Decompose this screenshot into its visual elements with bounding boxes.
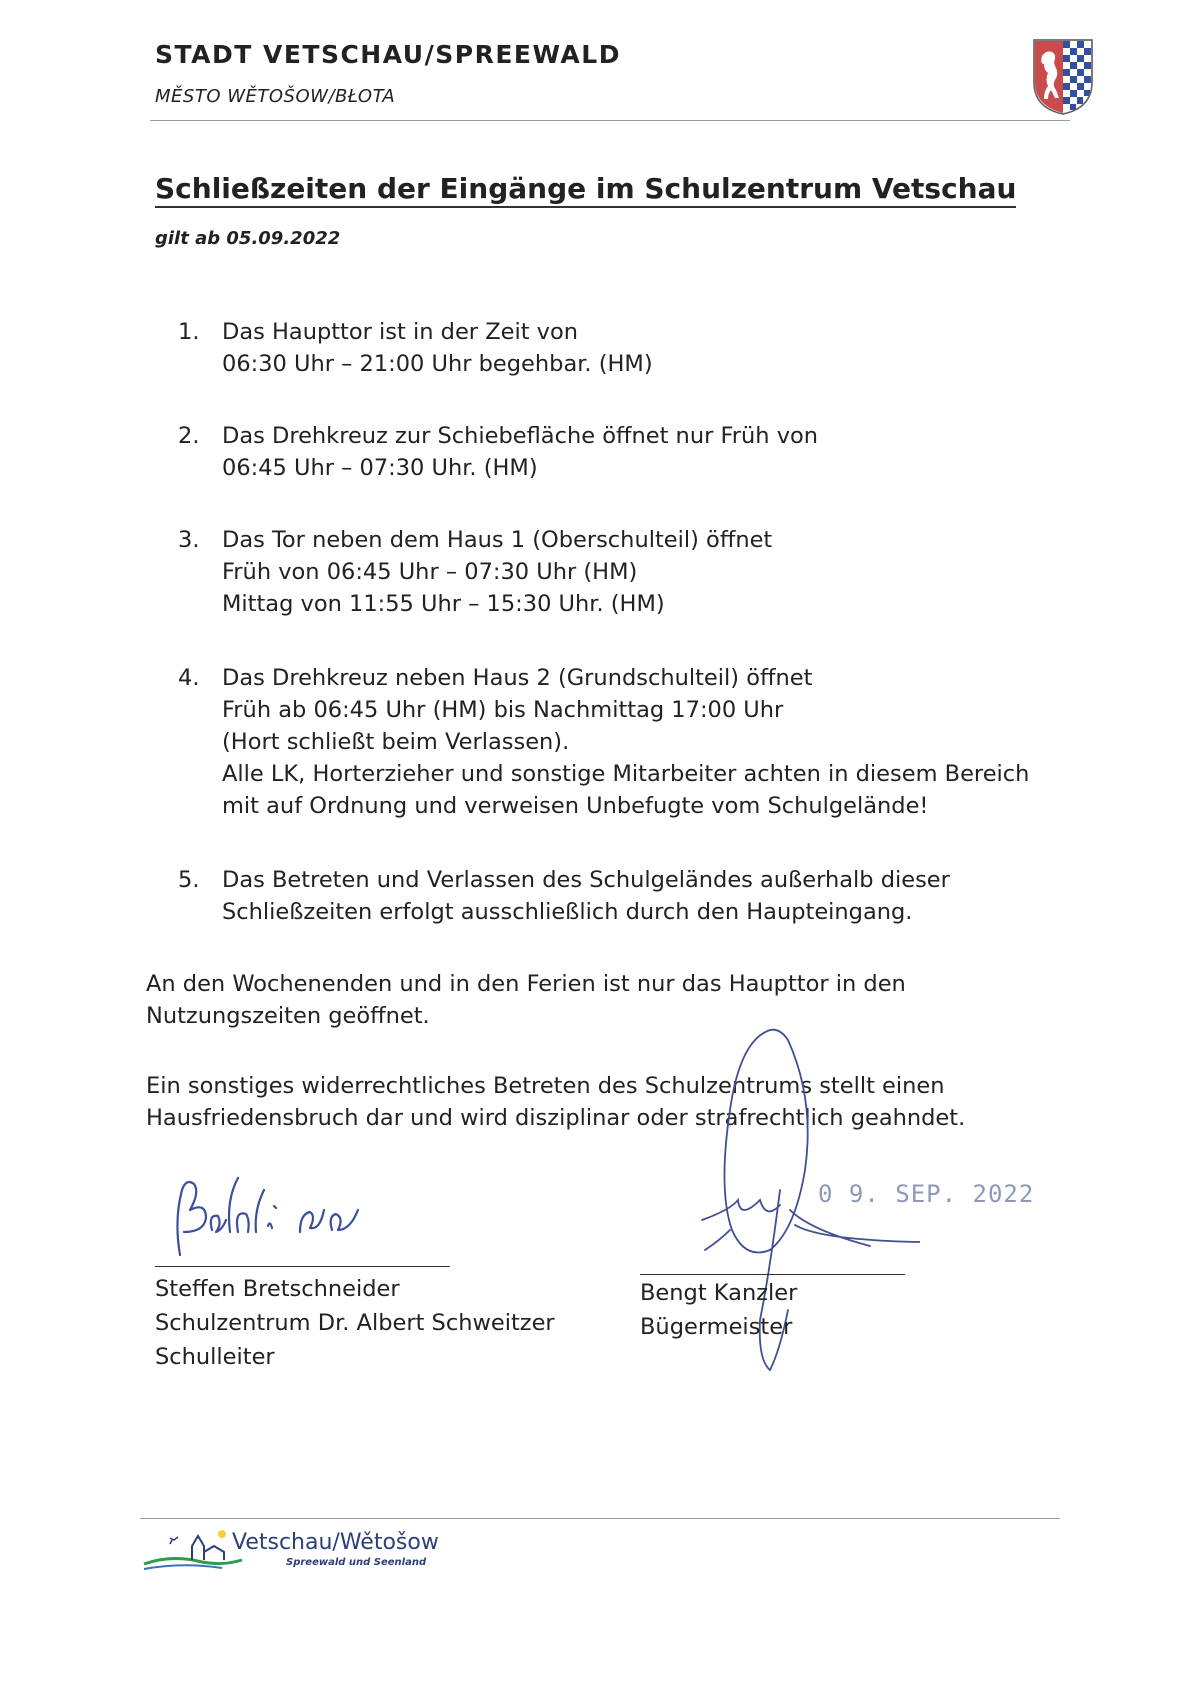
organization-name: STADT VETSCHAU/SPREEWALD [155,40,621,69]
received-stamp-date: 0 9. SEP. 2022 [818,1180,1035,1208]
organization-subtitle: MĚSTO WĚTOŠOW/BŁOTA [155,86,396,107]
rule-number: 5. [178,867,200,893]
valid-from-date: gilt ab 05.09.2022 [155,228,341,249]
rule-text: Das Haupttor ist in der Zeit von [222,319,579,345]
coat-of-arms-icon [1032,38,1094,116]
rule-number: 3. [178,527,200,553]
footer-logo-text: Vetschau/Wětošow [232,1530,439,1555]
rule-text: Das Tor neben dem Haus 1 (Oberschulteil) öffnet [222,527,773,553]
signer-organization: Schulzentrum Dr. Albert Schweitzer [155,1310,555,1336]
rule-text: Das Betreten und Verlassen des Schulgeländes außerhalb dieser [222,867,950,893]
paragraph-text: An den Wochenenden und in den Ferien ist nur das Haupttor in den [146,971,906,997]
signature-left [160,1170,380,1270]
rule-text: 06:30 Uhr – 21:00 Uhr begehbar. (HM) [222,351,653,377]
rule-number: 2. [178,423,200,449]
paragraph-text: Ein sonstiges widerrechtliches Betreten des Schulzentrums stellt einen [146,1073,945,1099]
rule-text: Mittag von 11:55 Uhr – 15:30 Uhr. (HM) [222,591,665,617]
rule-text: Alle LK, Horterzieher und sonstige Mitarbeiter achten in diesem Bereich [222,761,1030,787]
rule-text: Früh ab 06:45 Uhr (HM) bis Nachmittag 17:00 Uhr [222,697,784,723]
rule-text: (Hort schließt beim Verlassen). [222,729,570,755]
rule-text: 06:45 Uhr – 07:30 Uhr. (HM) [222,455,538,481]
rule-text: mit auf Ordnung und verweisen Unbefugte vom Schulgelände! [222,793,929,819]
rule-text: Früh von 06:45 Uhr – 07:30 Uhr (HM) [222,559,638,585]
signer-left [155,1272,555,1374]
header-divider [150,120,1070,121]
footer-tagline: Spreewald und Seenland [286,1557,427,1568]
rule-text: Das Drehkreuz zur Schiebefläche öffnet nur Früh von [222,423,819,449]
rule-number: 1. [178,319,200,345]
signer-role: Schulleiter [155,1344,275,1370]
rule-number: 4. [178,665,200,691]
signer-right [640,1276,797,1344]
rule-text: Schließzeiten erfolgt ausschließlich durch den Haupteingang. [222,899,913,925]
document-title: Schließzeiten der Eingänge im Schulzentrum Vetschau [155,172,1016,208]
rule-text: Das Drehkreuz neben Haus 2 (Grundschulteil) öffnet [222,665,813,691]
signer-name: Bengt Kanzler [640,1280,798,1306]
signature-line-left [155,1266,450,1267]
signature-line-right [640,1274,905,1275]
footer-divider [140,1518,1060,1519]
signer-role: Bügermeister [640,1314,793,1340]
paragraph-text: Hausfriedensbruch dar und wird disziplinar oder strafrechtlich geahndet. [146,1105,966,1131]
signer-name: Steffen Bretschneider [155,1276,400,1302]
paragraph-text: Nutzungszeiten geöffnet. [146,1003,430,1029]
